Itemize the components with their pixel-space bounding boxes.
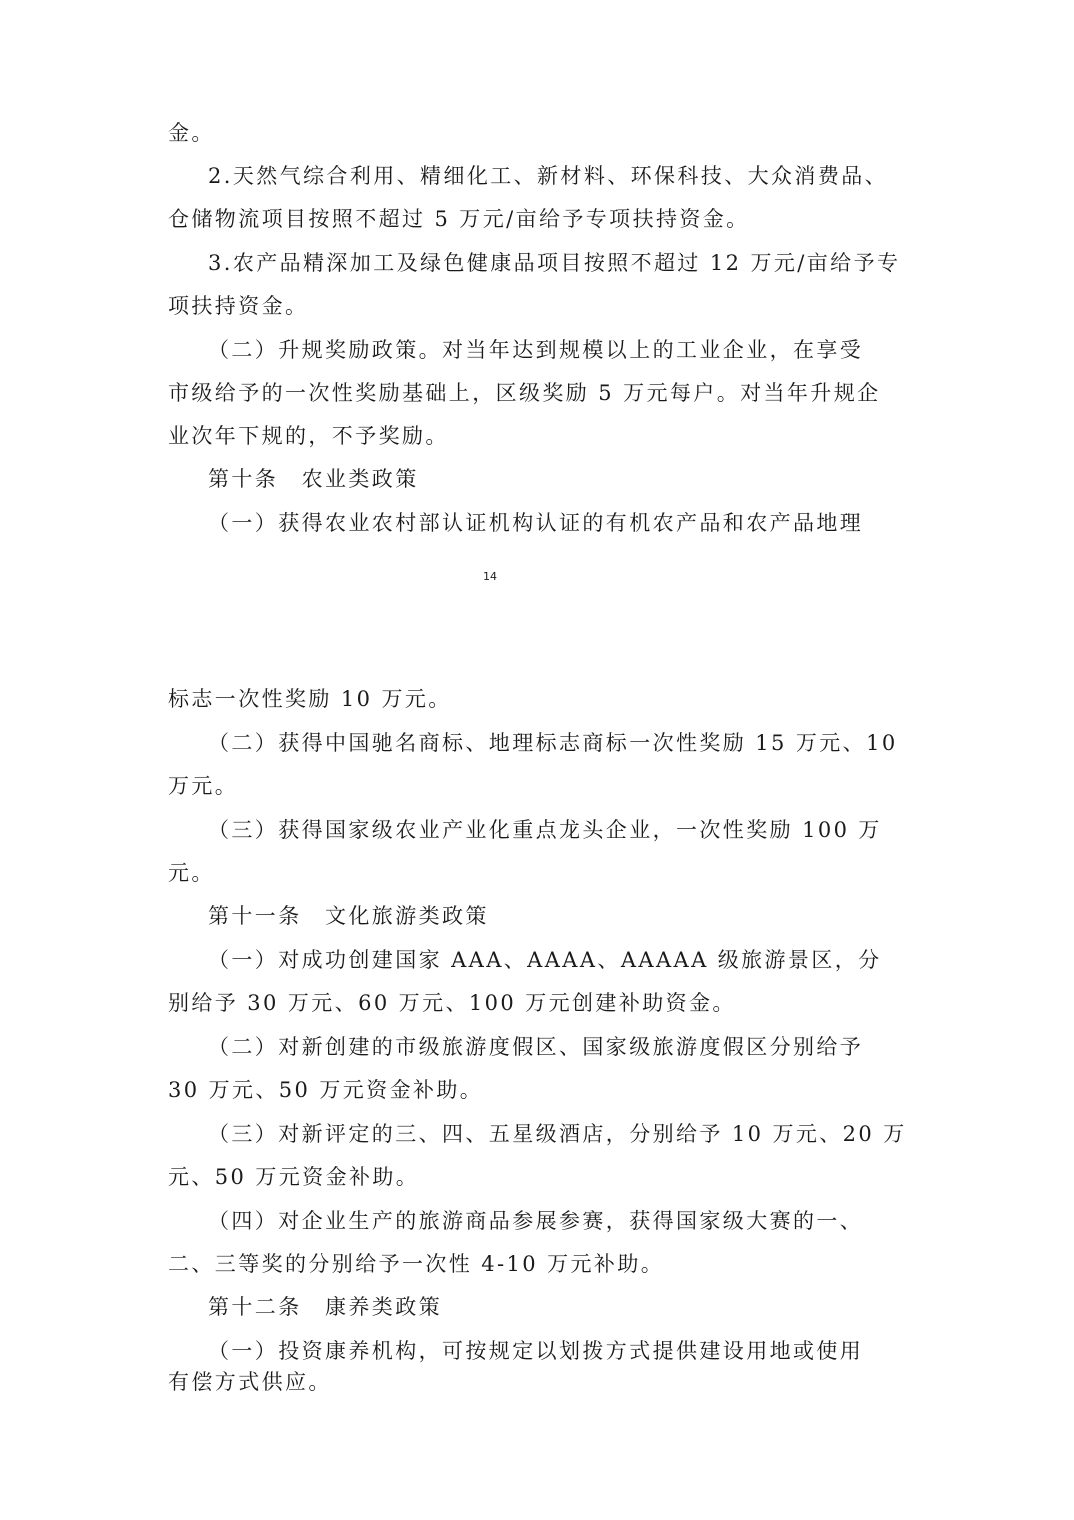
paragraph-line: （三）对新评定的三、四、五星级酒店，分别给予 10 万元、20 万 xyxy=(208,1122,907,1146)
paragraph-line: （四）对企业生产的旅游商品参展参赛，获得国家级大赛的一、 xyxy=(208,1209,864,1233)
paragraph-line: 别给予 30 万元、60 万元、100 万元创建补助资金。 xyxy=(168,991,736,1015)
paragraph-line: 项扶持资金。 xyxy=(168,294,309,318)
paragraph-line: （二）升规奖励政策。对当年达到规模以上的工业企业，在享受 xyxy=(208,338,864,362)
article-heading: 第十一条 文化旅游类政策 xyxy=(208,904,489,928)
paragraph-line: （一）对成功创建国家 AAA、AAAA、AAAAA 级旅游景区，分 xyxy=(208,948,882,972)
article-heading: 第十二条 康养类政策 xyxy=(208,1295,442,1319)
paragraph-line: 30 万元、50 万元资金补助。 xyxy=(168,1078,484,1102)
paragraph-line: 市级给予的一次性奖励基础上，区级奖励 5 万元每户。对当年升规企 xyxy=(168,381,881,405)
paragraph-line: 2.天然气综合利用、精细化工、新材料、环保科技、大众消费品、 xyxy=(208,164,889,188)
paragraph-line: 元、50 万元资金补助。 xyxy=(168,1165,420,1189)
paragraph-line: （一）获得农业农村部认证机构认证的有机农产品和农产品地理 xyxy=(208,511,864,535)
article-heading: 第十条 农业类政策 xyxy=(208,467,419,491)
paragraph-line: 3.农产品精深加工及绿色健康品项目按照不超过 12 万元/亩给予专 xyxy=(208,251,901,275)
paragraph-line: 金。 xyxy=(168,121,215,145)
paragraph-line: （一）投资康养机构，可按规定以划拨方式提供建设用地或使用 xyxy=(208,1339,864,1363)
paragraph-line: 元。 xyxy=(168,861,215,885)
paragraph-line: 万元。 xyxy=(168,774,239,798)
cutoff-line xyxy=(168,1370,332,1396)
paragraph-line: （三）获得国家级农业产业化重点龙头企业，一次性奖励 100 万 xyxy=(208,818,882,842)
page-number: 14 xyxy=(483,570,497,583)
paragraph-line: （二）对新创建的市级旅游度假区、国家级旅游度假区分别给予 xyxy=(208,1035,864,1059)
paragraph-line: 二、三等奖的分别给予一次性 4-10 万元补助。 xyxy=(168,1252,665,1276)
paragraph-line: 业次年下规的，不予奖励。 xyxy=(168,424,449,448)
paragraph-line: 标志一次性奖励 10 万元。 xyxy=(168,687,452,711)
paragraph-line: （二）获得中国驰名商标、地理标志商标一次性奖励 15 万元、10 xyxy=(208,731,898,755)
cutoff-line-text: 有偿方式供应。 xyxy=(168,1370,332,1394)
paragraph-line: 仓储物流项目按照不超过 5 万元/亩给予专项扶持资金。 xyxy=(168,207,750,231)
